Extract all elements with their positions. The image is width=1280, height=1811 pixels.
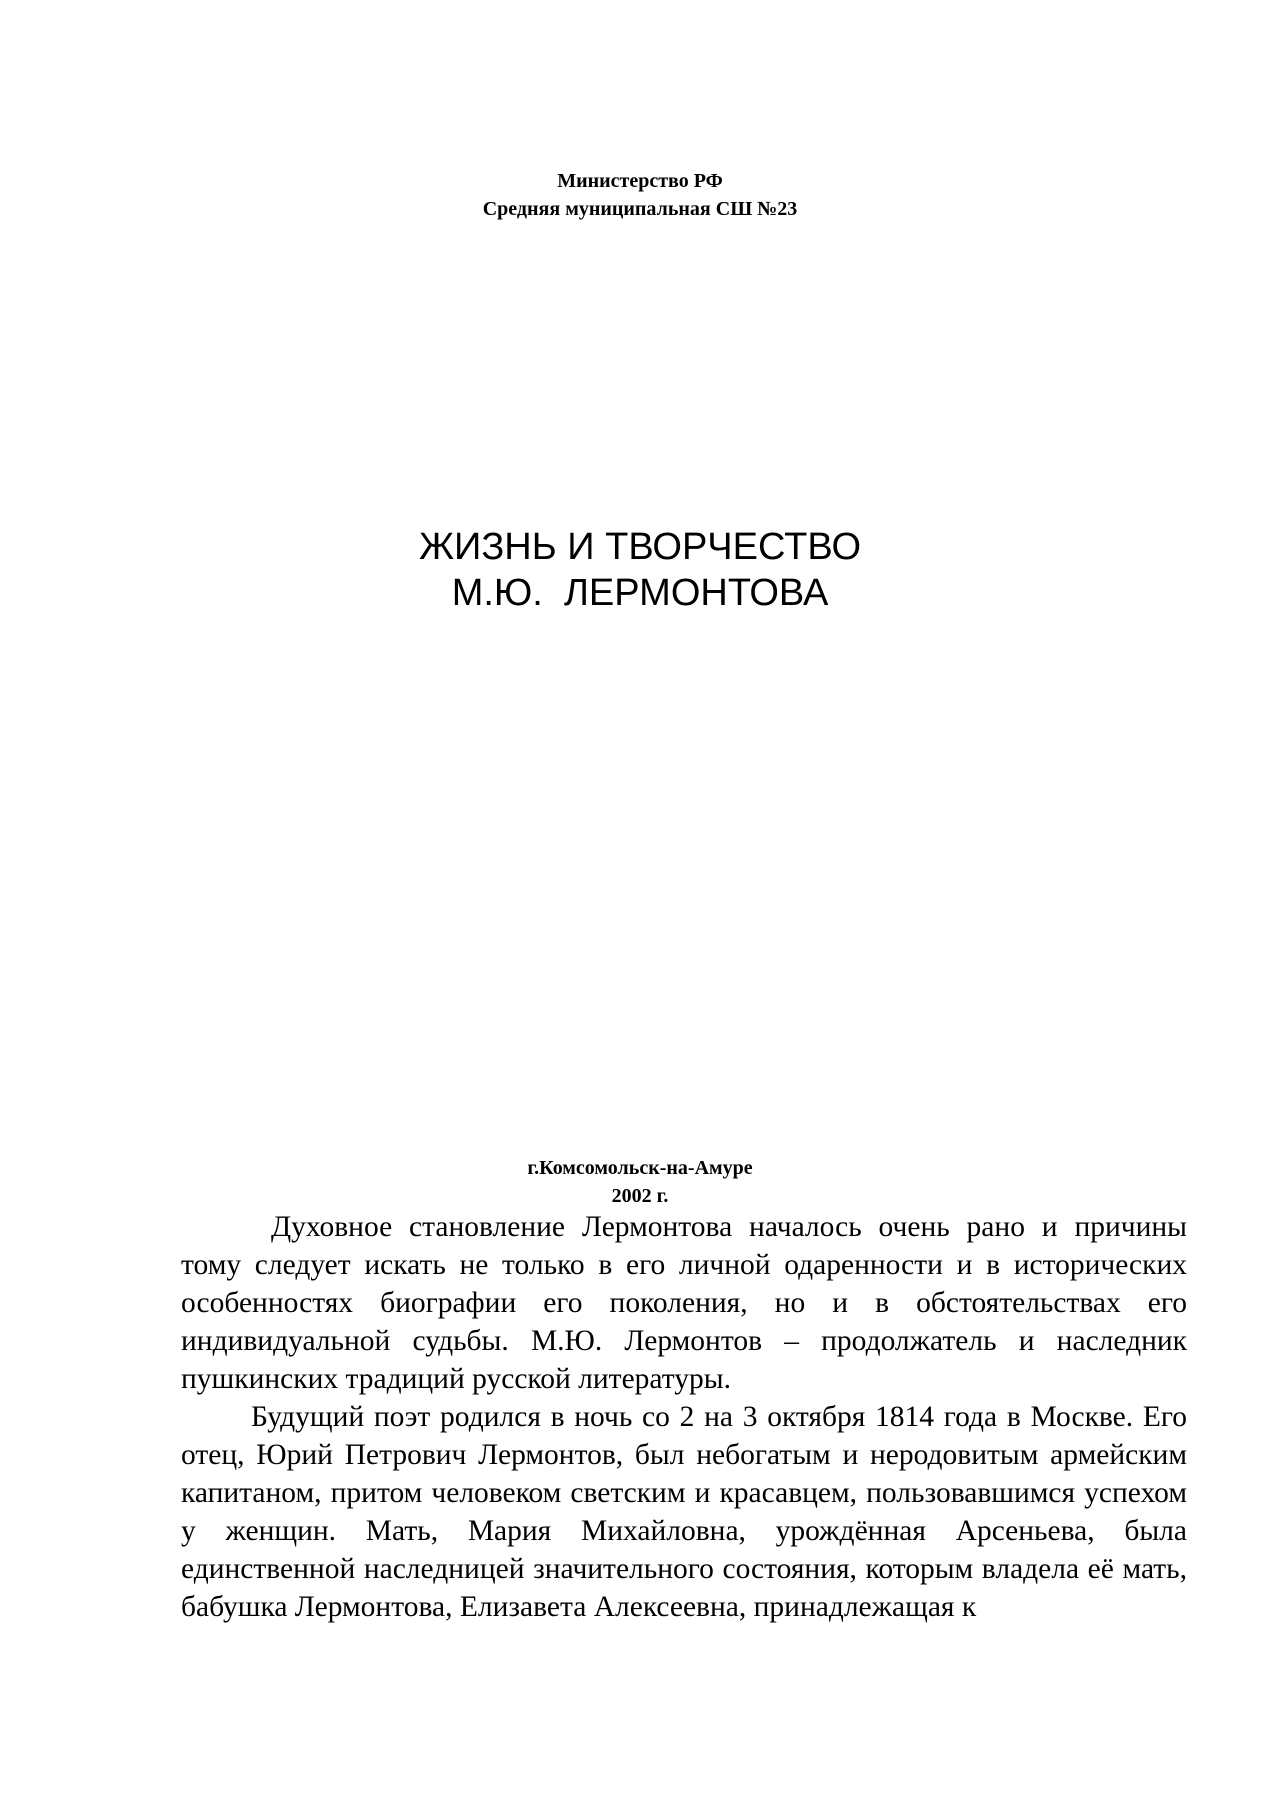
place-and-year <box>0 1154 1280 1210</box>
document-title <box>0 524 1280 616</box>
paragraph: Духовное становление Лермонтова началось очень рано и причины тому следует искать не только в его личной одаренности и в исторических особенностях биографии его поколения, но и в обстоятельствах его индивидуальной судьбы. М.Ю. Лермонтов – продолжатель и наследник пушкинских традиций русской литературы. <box>181 1211 1187 1395</box>
institution-header <box>0 167 1280 223</box>
title-line-2: М.Ю. ЛЕРМОНТОВА <box>451 572 829 614</box>
year-line: 2002 г. <box>611 1185 669 1207</box>
body-text <box>181 1208 1187 1626</box>
city-line: г.Комсомольск-на-Амуре <box>527 1157 753 1179</box>
title-line-1: ЖИЗНЬ И ТВОРЧЕСТВО <box>418 526 862 568</box>
school-line: Средняя муниципальная СШ №23 <box>482 198 798 220</box>
ministry-line: Министерство РФ <box>557 170 723 192</box>
paragraph: Будущий поэт родился в ночь со 2 на 3 октября 1814 года в Москве. Его отец, Юрий Петрович Лермонтов, был небогатым и неродовитым армейским капитаном, притом человеком светским и красавцем, пользовавшимся успехом у женщин. Мать, Мария Михайловна, урождённая Арсеньева, была единственной наследницей значительного состояния, которым владела её мать, бабушка Лермонтова, Елизавета Алексеевна, принадлежащая к <box>181 1401 1187 1623</box>
